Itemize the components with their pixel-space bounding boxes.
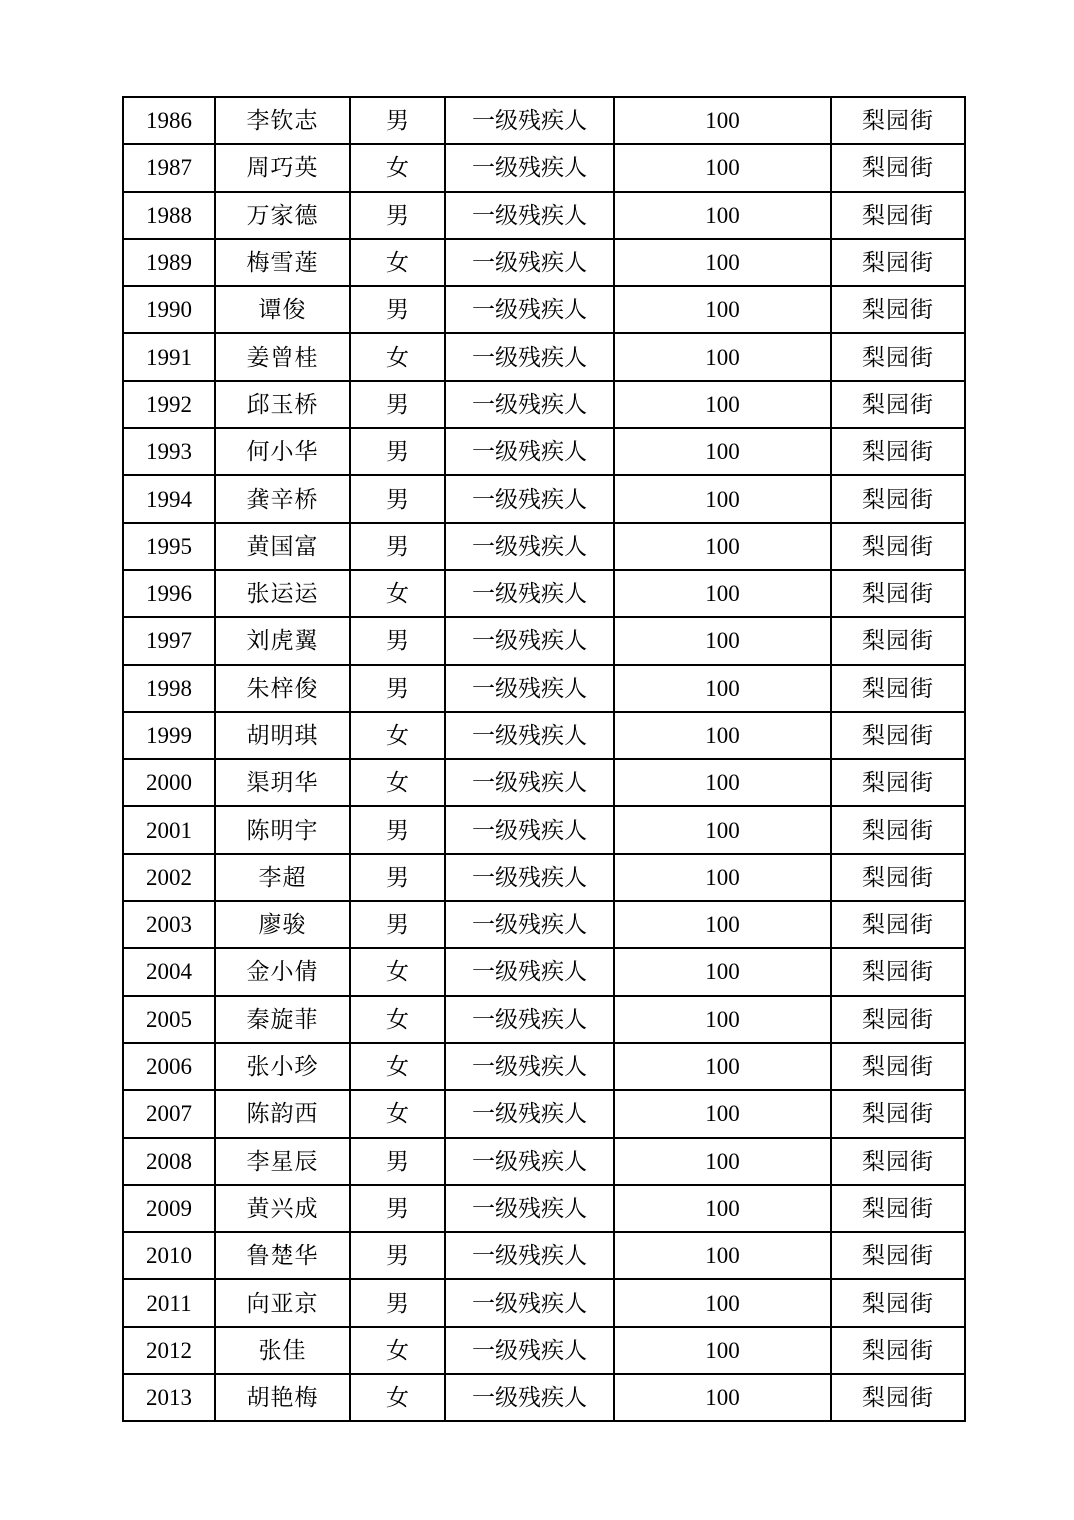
- gender-cell: 男: [350, 1185, 445, 1232]
- category-cell: 一级残疾人: [445, 665, 614, 712]
- amount-cell: 100: [614, 1185, 831, 1232]
- amount-cell: 100: [614, 901, 831, 948]
- serial-cell: 2011: [123, 1279, 215, 1326]
- gender-cell: 男: [350, 901, 445, 948]
- serial-cell: 2007: [123, 1090, 215, 1137]
- category-cell: 一级残疾人: [445, 570, 614, 617]
- gender-cell: 男: [350, 381, 445, 428]
- name-cell: 李超: [215, 854, 350, 901]
- street-cell: 梨园街: [831, 144, 965, 191]
- table-row: [123, 1090, 965, 1137]
- table-row: [123, 428, 965, 475]
- street-cell: 梨园街: [831, 948, 965, 995]
- serial-cell: 2006: [123, 1043, 215, 1090]
- gender-cell: 男: [350, 806, 445, 853]
- category-cell: 一级残疾人: [445, 144, 614, 191]
- name-cell: 何小华: [215, 428, 350, 475]
- gender-cell: 男: [350, 428, 445, 475]
- table-row: [123, 144, 965, 191]
- name-cell: 李星辰: [215, 1138, 350, 1185]
- category-cell: 一级残疾人: [445, 1327, 614, 1374]
- street-cell: 梨园街: [831, 712, 965, 759]
- name-cell: 鲁楚华: [215, 1232, 350, 1279]
- name-cell: 谭俊: [215, 286, 350, 333]
- serial-cell: 1995: [123, 523, 215, 570]
- amount-cell: 100: [614, 286, 831, 333]
- category-cell: 一级残疾人: [445, 1043, 614, 1090]
- street-cell: 梨园街: [831, 192, 965, 239]
- table-row: [123, 1327, 965, 1374]
- category-cell: 一级残疾人: [445, 617, 614, 664]
- table-row: [123, 1232, 965, 1279]
- street-cell: 梨园街: [831, 570, 965, 617]
- category-cell: 一级残疾人: [445, 192, 614, 239]
- serial-cell: 1998: [123, 665, 215, 712]
- amount-cell: 100: [614, 239, 831, 286]
- table-row: [123, 665, 965, 712]
- street-cell: 梨园街: [831, 1327, 965, 1374]
- amount-cell: 100: [614, 192, 831, 239]
- street-cell: 梨园街: [831, 1043, 965, 1090]
- street-cell: 梨园街: [831, 1185, 965, 1232]
- street-cell: 梨园街: [831, 286, 965, 333]
- amount-cell: 100: [614, 97, 831, 144]
- gender-cell: 女: [350, 1090, 445, 1137]
- street-cell: 梨园街: [831, 239, 965, 286]
- name-cell: 黄兴成: [215, 1185, 350, 1232]
- amount-cell: 100: [614, 570, 831, 617]
- gender-cell: 女: [350, 1374, 445, 1421]
- gender-cell: 女: [350, 333, 445, 380]
- amount-cell: 100: [614, 617, 831, 664]
- table-row: [123, 901, 965, 948]
- table-row: [123, 1138, 965, 1185]
- gender-cell: 男: [350, 1138, 445, 1185]
- table-row: [123, 996, 965, 1043]
- gender-cell: 女: [350, 239, 445, 286]
- table-row: [123, 617, 965, 664]
- serial-cell: 2000: [123, 759, 215, 806]
- category-cell: 一级残疾人: [445, 806, 614, 853]
- street-cell: 梨园街: [831, 665, 965, 712]
- street-cell: 梨园街: [831, 617, 965, 664]
- gender-cell: 女: [350, 759, 445, 806]
- amount-cell: 100: [614, 948, 831, 995]
- category-cell: 一级残疾人: [445, 1090, 614, 1137]
- category-cell: 一级残疾人: [445, 996, 614, 1043]
- serial-cell: 2008: [123, 1138, 215, 1185]
- category-cell: 一级残疾人: [445, 1185, 614, 1232]
- amount-cell: 100: [614, 428, 831, 475]
- table-row: [123, 806, 965, 853]
- serial-cell: 1991: [123, 333, 215, 380]
- category-cell: 一级残疾人: [445, 901, 614, 948]
- category-cell: 一级残疾人: [445, 1279, 614, 1326]
- category-cell: 一级残疾人: [445, 523, 614, 570]
- name-cell: 胡明琪: [215, 712, 350, 759]
- category-cell: 一级残疾人: [445, 1374, 614, 1421]
- amount-cell: 100: [614, 475, 831, 522]
- category-cell: 一级残疾人: [445, 381, 614, 428]
- serial-cell: 2012: [123, 1327, 215, 1374]
- amount-cell: 100: [614, 806, 831, 853]
- table-row: [123, 97, 965, 144]
- amount-cell: 100: [614, 759, 831, 806]
- category-cell: 一级残疾人: [445, 286, 614, 333]
- name-cell: 廖骏: [215, 901, 350, 948]
- name-cell: 陈韵西: [215, 1090, 350, 1137]
- category-cell: 一级残疾人: [445, 239, 614, 286]
- street-cell: 梨园街: [831, 1232, 965, 1279]
- category-cell: 一级残疾人: [445, 759, 614, 806]
- table-row: [123, 333, 965, 380]
- street-cell: 梨园街: [831, 759, 965, 806]
- amount-cell: 100: [614, 1232, 831, 1279]
- serial-cell: 2001: [123, 806, 215, 853]
- street-cell: 梨园街: [831, 1138, 965, 1185]
- category-cell: 一级残疾人: [445, 1232, 614, 1279]
- gender-cell: 女: [350, 712, 445, 759]
- amount-cell: 100: [614, 1279, 831, 1326]
- serial-cell: 1994: [123, 475, 215, 522]
- table-row: [123, 1185, 965, 1232]
- table-row: [123, 381, 965, 428]
- serial-cell: 1996: [123, 570, 215, 617]
- name-cell: 张小珍: [215, 1043, 350, 1090]
- serial-cell: 2002: [123, 854, 215, 901]
- street-cell: 梨园街: [831, 806, 965, 853]
- gender-cell: 男: [350, 286, 445, 333]
- amount-cell: 100: [614, 1138, 831, 1185]
- name-cell: 龚辛桥: [215, 475, 350, 522]
- name-cell: 陈明宇: [215, 806, 350, 853]
- name-cell: 万家德: [215, 192, 350, 239]
- amount-cell: 100: [614, 1090, 831, 1137]
- street-cell: 梨园街: [831, 1279, 965, 1326]
- table-row: [123, 1043, 965, 1090]
- name-cell: 张运运: [215, 570, 350, 617]
- gender-cell: 男: [350, 854, 445, 901]
- table-row: [123, 759, 965, 806]
- serial-cell: 1997: [123, 617, 215, 664]
- table-row: [123, 948, 965, 995]
- gender-cell: 男: [350, 192, 445, 239]
- amount-cell: 100: [614, 854, 831, 901]
- category-cell: 一级残疾人: [445, 854, 614, 901]
- category-cell: 一级残疾人: [445, 712, 614, 759]
- serial-cell: 2004: [123, 948, 215, 995]
- table-row: [123, 192, 965, 239]
- serial-cell: 1988: [123, 192, 215, 239]
- street-cell: 梨园街: [831, 97, 965, 144]
- serial-cell: 2009: [123, 1185, 215, 1232]
- serial-cell: 1987: [123, 144, 215, 191]
- table-row: [123, 854, 965, 901]
- name-cell: 李钦志: [215, 97, 350, 144]
- gender-cell: 男: [350, 475, 445, 522]
- gender-cell: 女: [350, 948, 445, 995]
- amount-cell: 100: [614, 1043, 831, 1090]
- gender-cell: 女: [350, 1327, 445, 1374]
- street-cell: 梨园街: [831, 1374, 965, 1421]
- serial-cell: 2003: [123, 901, 215, 948]
- table-row: [123, 286, 965, 333]
- name-cell: 梅雪莲: [215, 239, 350, 286]
- name-cell: 秦旋菲: [215, 996, 350, 1043]
- serial-cell: 2013: [123, 1374, 215, 1421]
- gender-cell: 女: [350, 996, 445, 1043]
- serial-cell: 1989: [123, 239, 215, 286]
- street-cell: 梨园街: [831, 854, 965, 901]
- amount-cell: 100: [614, 1327, 831, 1374]
- serial-cell: 1999: [123, 712, 215, 759]
- amount-cell: 100: [614, 665, 831, 712]
- street-cell: 梨园街: [831, 381, 965, 428]
- category-cell: 一级残疾人: [445, 948, 614, 995]
- gender-cell: 男: [350, 665, 445, 712]
- category-cell: 一级残疾人: [445, 1138, 614, 1185]
- gender-cell: 男: [350, 1232, 445, 1279]
- table-row: [123, 1279, 965, 1326]
- table-row: [123, 712, 965, 759]
- gender-cell: 男: [350, 1279, 445, 1326]
- street-cell: 梨园街: [831, 475, 965, 522]
- serial-cell: 2010: [123, 1232, 215, 1279]
- street-cell: 梨园街: [831, 901, 965, 948]
- category-cell: 一级残疾人: [445, 428, 614, 475]
- disability-roster-table: [122, 96, 966, 1422]
- name-cell: 张佳: [215, 1327, 350, 1374]
- amount-cell: 100: [614, 996, 831, 1043]
- amount-cell: 100: [614, 712, 831, 759]
- serial-cell: 1993: [123, 428, 215, 475]
- name-cell: 向亚京: [215, 1279, 350, 1326]
- amount-cell: 100: [614, 381, 831, 428]
- category-cell: 一级残疾人: [445, 333, 614, 380]
- street-cell: 梨园街: [831, 428, 965, 475]
- amount-cell: 100: [614, 333, 831, 380]
- name-cell: 金小倩: [215, 948, 350, 995]
- name-cell: 胡艳梅: [215, 1374, 350, 1421]
- street-cell: 梨园街: [831, 1090, 965, 1137]
- name-cell: 周巧英: [215, 144, 350, 191]
- name-cell: 邱玉桥: [215, 381, 350, 428]
- amount-cell: 100: [614, 1374, 831, 1421]
- gender-cell: 女: [350, 1043, 445, 1090]
- amount-cell: 100: [614, 523, 831, 570]
- name-cell: 黄国富: [215, 523, 350, 570]
- category-cell: 一级残疾人: [445, 475, 614, 522]
- table-row: [123, 570, 965, 617]
- table-row: [123, 1374, 965, 1421]
- name-cell: 朱梓俊: [215, 665, 350, 712]
- street-cell: 梨园街: [831, 996, 965, 1043]
- name-cell: 姜曾桂: [215, 333, 350, 380]
- roster-table-body: [123, 97, 965, 1421]
- gender-cell: 男: [350, 523, 445, 570]
- gender-cell: 男: [350, 97, 445, 144]
- gender-cell: 女: [350, 144, 445, 191]
- table-row: [123, 475, 965, 522]
- serial-cell: 1990: [123, 286, 215, 333]
- serial-cell: 1986: [123, 97, 215, 144]
- street-cell: 梨园街: [831, 333, 965, 380]
- street-cell: 梨园街: [831, 523, 965, 570]
- gender-cell: 女: [350, 570, 445, 617]
- name-cell: 渠玥华: [215, 759, 350, 806]
- name-cell: 刘虎翼: [215, 617, 350, 664]
- amount-cell: 100: [614, 144, 831, 191]
- serial-cell: 1992: [123, 381, 215, 428]
- table-row: [123, 523, 965, 570]
- table-row: [123, 239, 965, 286]
- gender-cell: 男: [350, 617, 445, 664]
- category-cell: 一级残疾人: [445, 97, 614, 144]
- serial-cell: 2005: [123, 996, 215, 1043]
